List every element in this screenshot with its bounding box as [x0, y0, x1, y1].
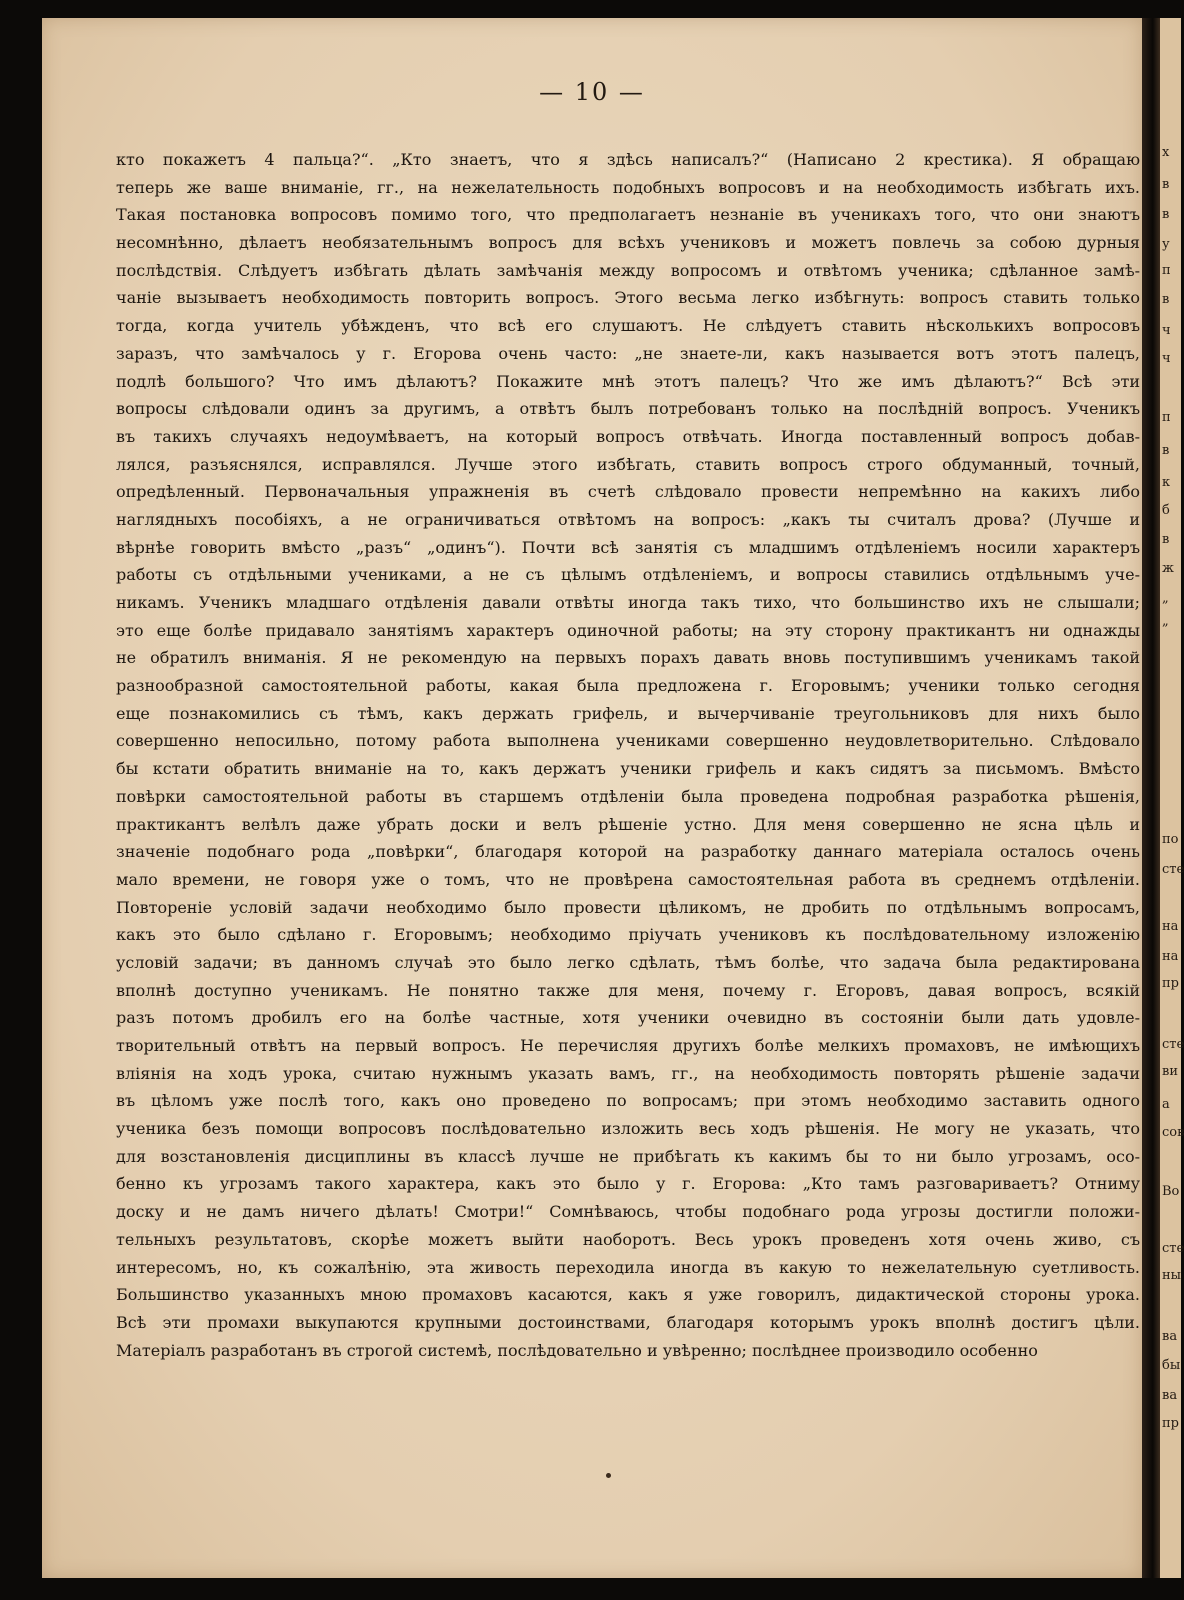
- adjacent-page-fragment: на: [1162, 919, 1179, 934]
- text-line: Матеріалъ разработанъ въ строгой системѣ, послѣдовательно и увѣренно; послѣднее производило особенно: [116, 1340, 1038, 1360]
- text-line: вполнѣ доступно ученикамъ. Не понятно также для меня, почему г. Егоровъ, давая вопросъ, всякій: [116, 980, 1140, 1000]
- adjacent-page-fragment: ви: [1162, 1064, 1178, 1079]
- text-line: для возстановленія дисциплины въ классѣ лучше не прибѣгать къ какимъ бы то ни было угрозамъ, осо-: [116, 1146, 1140, 1166]
- text-line: Повтореніе условій задачи необходимо было провести цѣликомъ, не дробить по отдѣльнымъ вопросамъ,: [116, 897, 1140, 917]
- adjacent-page-fragment: сте: [1162, 1037, 1184, 1052]
- text-line: значеніе подобнаго рода „повѣрки“, благодаря которой на разработку даннаго матеріала осталось очень: [116, 842, 1140, 862]
- text-line: подлѣ большого? Что имъ дѣлаютъ? Покажите мнѣ этотъ палецъ? Что же имъ дѣлаютъ?“ Всѣ эти: [116, 371, 1140, 391]
- text-line: вліянія на ходъ урока, считаю нужнымъ указать вамъ, гг., на необходимость повторять рѣшеніе задачи: [116, 1063, 1140, 1083]
- adjacent-page-fragment: ва: [1162, 1388, 1178, 1403]
- text-line: работы съ отдѣльными учениками, а не съ цѣлымъ отдѣленіемъ, и вопросы ставились отдѣльнымъ уче-: [116, 565, 1140, 585]
- adjacent-page-fragment: б: [1162, 503, 1170, 518]
- text-line: лялся, разъяснялся, исправлялся. Лучше этого избѣгать, ставить вопросъ строго обдуманный, точный,: [116, 454, 1140, 474]
- text-line: не обратилъ вниманія. Я не рекомендую на первыхъ порахъ давать вновь поступившимъ ученикамъ такой: [116, 648, 1140, 668]
- text-line: вѣрнѣе говорить вмѣсто „разъ“ „одинъ“). Почти всѣ занятія съ младшимъ отдѣленіемъ носили характеръ: [116, 537, 1140, 557]
- adjacent-page-fragment: в: [1162, 443, 1170, 458]
- text-line: тельныхъ результатовъ, скорѣе можетъ выйти наоборотъ. Весь урокъ проведенъ хотя очень живо, съ: [116, 1229, 1140, 1249]
- adjacent-page-fragment: ж: [1162, 561, 1174, 576]
- adjacent-page-fragment: х: [1162, 145, 1170, 160]
- adjacent-page-fragment: пр: [1162, 976, 1179, 991]
- adjacent-page-fragment: в: [1162, 532, 1170, 547]
- adjacent-page-fragment: „: [1162, 591, 1169, 606]
- adjacent-page-fragment: в: [1162, 207, 1170, 222]
- text-line: наглядныхъ пособіяхъ, а не ограничиваться отвѣтомъ на вопросъ: „какъ ты считалъ дрова? (Лучше и: [116, 509, 1140, 529]
- adjacent-page-fragment: „: [1162, 614, 1169, 629]
- text-line: въ такихъ случаяхъ недоумѣваетъ, на который вопросъ отвѣчать. Иногда поставленный вопросъ добав-: [116, 426, 1140, 446]
- text-line: Большинство указанныхъ мною промаховъ касаются, какъ я уже говорилъ, дидактической стороны урока.: [116, 1285, 1140, 1305]
- adjacent-page-fragment: ва: [1162, 1329, 1178, 1344]
- adjacent-page-fragment: п: [1162, 263, 1171, 278]
- body-text: [116, 146, 1140, 1364]
- text-line: условій задачи; въ данномъ случаѣ это было легко сдѣлать, тѣмъ болѣе, что задача была редактирована: [116, 952, 1140, 972]
- adjacent-page-fragment: бы: [1162, 1358, 1181, 1373]
- document-page: [42, 18, 1142, 1578]
- text-line: въ цѣломъ уже послѣ того, какъ оно проведено по вопросамъ; при этомъ необходимо заставить одного: [116, 1091, 1140, 1111]
- text-line: бенно къ угрозамъ такого характера, какъ это было у г. Егорова: „Кто тамъ разговариваетъ? Отниму: [116, 1174, 1140, 1194]
- text-line: ученика безъ помощи вопросовъ послѣдовательно изложить весь ходъ рѣшенія. Не могу не указать, что: [116, 1119, 1140, 1139]
- text-line: еще познакомились съ тѣмъ, какъ держать грифель, и вычерчиваніе треугольниковъ для нихъ было: [116, 703, 1140, 723]
- adjacent-page-fragment: на: [1162, 949, 1179, 964]
- adjacent-page-fragment: к: [1162, 475, 1171, 490]
- text-line: вопросы слѣдовали одинъ за другимъ, а отвѣтъ былъ потребованъ только на послѣдній вопросъ. Ученикъ: [116, 399, 1140, 419]
- adjacent-page-fragment: ны: [1162, 1268, 1182, 1283]
- adjacent-page-fragment: в: [1162, 292, 1170, 307]
- text-line: кто покажетъ 4 пальца?“. „Кто знаетъ, что я здѣсь написалъ?“ (Написано 2 крестика). Я обращаю: [116, 150, 1140, 169]
- text-line: это еще болѣе придавало занятіямъ характеръ одиночной работы; на эту сторону практикантъ ни однажды: [116, 620, 1140, 640]
- adjacent-page-fragment: в: [1162, 177, 1170, 192]
- adjacent-page-fragment: сте: [1162, 862, 1184, 877]
- text-line: какъ это было сдѣлано г. Егоровымъ; необходимо пріучать учениковъ къ послѣдовательному изложенію: [116, 925, 1140, 945]
- text-line: разнообразной самостоятельной работы, какая была предложена г. Егоровымъ; ученики только сегодня: [116, 676, 1140, 696]
- text-line: творительный отвѣтъ на первый вопросъ. Не перечисляя другихъ болѣе мелкихъ промаховъ, не имѣющихъ: [116, 1036, 1140, 1055]
- adjacent-page-fragment: ч: [1162, 351, 1171, 366]
- adjacent-page-fragment: сов: [1162, 1125, 1184, 1140]
- text-line: чаніе вызываетъ необходимость повторить вопросъ. Этого весьма легко избѣгнуть: вопросъ ставить только: [116, 288, 1140, 308]
- text-line: разъ потомъ дробилъ его на болѣе частные, хотя ученики очевидно въ состояніи были дать удовле-: [116, 1008, 1140, 1028]
- adjacent-page-fragment: у: [1162, 237, 1170, 252]
- ink-dot: [606, 1473, 611, 1478]
- text-line: мало времени, не говоря уже о томъ, что не провѣрена самостоятельная работа въ среднемъ отдѣленіи.: [116, 869, 1140, 889]
- text-line: интересомъ, но, къ сожалѣнію, эта живость переходила иногда въ какую то нежелательную суетливость.: [116, 1257, 1140, 1277]
- text-line: заразъ, что замѣчалось у г. Егорова очень часто: „не знаете-ли, какъ называется вотъ этотъ палецъ,: [116, 343, 1140, 363]
- adjacent-page-fragment: а: [1162, 1097, 1170, 1112]
- adjacent-page-fragment: по: [1162, 832, 1179, 847]
- text-line: теперь же ваше вниманіе, гг., на нежелательность подобныхъ вопросовъ и на необходимость избѣгать ихъ.: [116, 177, 1140, 197]
- text-line: совершенно непосильно, потому работа выполнена учениками совершенно неудовлетворительно. Слѣдовало: [116, 731, 1140, 751]
- text-line: тогда, когда учитель убѣжденъ, что всѣ его слушаютъ. Не слѣдуетъ ставить нѣсколькихъ вопросовъ: [116, 316, 1140, 336]
- adjacent-page-fragment: Во: [1162, 1184, 1180, 1199]
- text-line: несомнѣнно, дѣлаетъ необязательнымъ вопросъ для всѣхъ учениковъ и можетъ повлечь за собою дурныя: [116, 233, 1140, 253]
- text-line: бы кстати обратить вниманіе на то, какъ держатъ ученики грифель и какъ сидятъ за письмомъ. Вмѣсто: [116, 759, 1140, 779]
- adjacent-page-edge: [1160, 18, 1184, 1578]
- text-line: опредѣленный. Первоначальныя упражненія въ счетѣ слѣдовало провести непремѣнно на какихъ либо: [116, 482, 1140, 502]
- page-number: — 10 —: [539, 78, 645, 106]
- adjacent-page-fragment: пр: [1162, 1416, 1179, 1431]
- text-line: практикантъ велѣлъ даже убрать доски и велъ рѣшеніе устно. Для меня совершенно не ясна цѣль и: [116, 814, 1140, 834]
- text-line: доску и не дамъ ничего дѣлать! Смотри!“ Сомнѣваюсь, чтобы подобнаго рода угрозы достигли положи-: [116, 1202, 1140, 1222]
- adjacent-page-fragment: сте: [1162, 1241, 1184, 1256]
- text-line: никамъ. Ученикъ младшаго отдѣленія давали отвѣты иногда такъ тихо, что большинство ихъ не слышали;: [116, 593, 1140, 612]
- text-line: повѣрки самостоятельной работы въ старшемъ отдѣленіи была проведена подробная разработка рѣшенія,: [116, 786, 1140, 806]
- adjacent-page-fragment: ч: [1162, 323, 1171, 338]
- book-gutter: [1142, 18, 1160, 1578]
- text-line: послѣдствія. Слѣдуетъ избѣгать дѣлать замѣчанія между вопросомъ и отвѣтомъ ученика; сдѣланное замѣ-: [116, 260, 1140, 280]
- text-line: Всѣ эти промахи выкупаются крупными достоинствами, благодаря которымъ урокъ вполнѣ достигъ цѣли.: [116, 1312, 1140, 1332]
- adjacent-page-fragment: п: [1162, 410, 1171, 425]
- text-line: Такая постановка вопросовъ помимо того, что предполагаетъ незнаніе въ ученикахъ того, что они знаютъ: [116, 205, 1140, 225]
